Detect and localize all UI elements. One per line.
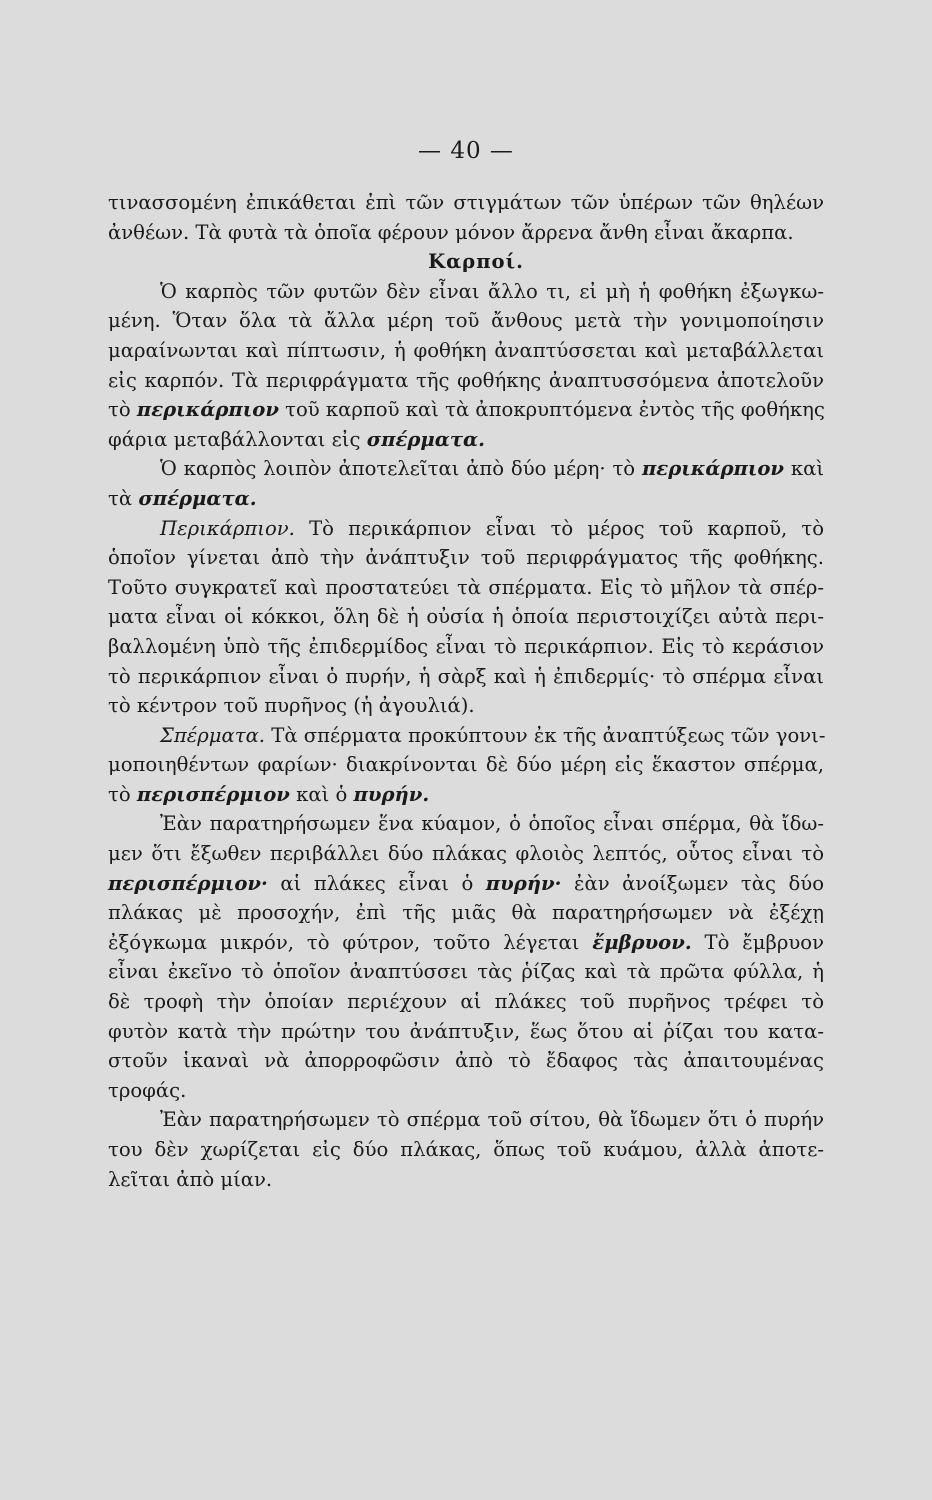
text-line: στοῦν ἱκαναὶ νὰ ἀπορροφῶσιν ἀπὸ τὸ ἔδαφος τὰς ἀπαιτουμένας [108,1049,824,1073]
text-line: ὁποῖον γίνεται ἀπὸ τὴν ἀνάπτυξιν τοῦ περιφράγματος τῆς φοθήκης. [108,546,824,570]
text-line: μένη. Ὅταν ὅλα τὰ ἄλλα μέρη τοῦ ἄνθους μετὰ τὴν γονιμοποίησιν [108,309,824,333]
text-line: τὸ περικάρπιον τοῦ καρποῦ καὶ τὰ ἀποκρυπτόμενα ἐντὸς τῆς φοθήκης [108,398,825,422]
text-line: λεῖται ἀπὸ μίαν. [108,1167,273,1191]
text-line: φυτὸν κατὰ τὴν πρώτην του ἀνάπτυξιν, ἕως ὅτου αἱ ῥίζαι του κατα- [108,1019,824,1043]
term-pericarp: περικάρπιον [641,457,784,481]
page-number: — 40 — [418,138,514,164]
text-line: ἀνθέων. Τὰ φυτὰ τὰ ὁποῖα φέρουν μόνον ἄρρενα ἄνθη εἶναι ἄκαρπα. [108,220,794,244]
text-line: του δὲν χωρίζεται εἰς δύο πλάκας, ὅπως τοῦ κυάμου, ἀλλὰ ἀποτε- [108,1138,824,1161]
term-kernel: πυρήν. [353,782,430,806]
text-line: Ἐὰν παρατηρήσωμεν τὸ σπέρμα τοῦ σίτου, θὰ ἴδωμεν ὅτι ὁ πυρήν [160,1108,824,1132]
text-line: πλάκας μὲ προσοχήν, ἐπὶ τῆς μιᾶς θὰ παρατηρήσωμεν νὰ ἐξέχῃ [108,901,824,925]
text-line: περισπέρμιον· αἱ πλάκες εἶναι ὁ πυρήν· ἐὰν ἀνοίξωμεν τὰς δύο [108,871,824,895]
text-line: μοποιηθέντων φαρίων· διακρίνονται δὲ δύο μέρη εἰς ἕκαστον σπέρμα, [108,753,824,777]
term-seeds: σπέρματα. [366,427,485,451]
term-perisperm: περισπέρμιον [136,782,290,806]
text-line: ἐξόγκωμα μικρόν, τὸ φύτρον, τοῦτο λέγεται ἔμβρυον. Τὸ ἔμβρυον [108,930,824,954]
text-line: μαραίνωνται καὶ πίπτωσιν, ἡ φοθήκη ἀναπτύσσεται καὶ μεταβάλλεται [108,338,824,362]
text-line: Ὁ καρπὸς τῶν φυτῶν δὲν εἶναι ἄλλο τι, εἰ μὴ ἡ φοθήκη ἐξωγκω- [160,279,824,303]
term-perisperm: περισπέρμιον· [108,871,268,895]
text-line: τροφάς. [108,1078,187,1102]
subheading-seeds: Σπέρματα. [160,723,266,747]
text-line: εἶναι ἐκεῖνο τὸ ὁποῖον ἀναπτύσσει τὰς ῥίζας καὶ τὰ πρῶτα φύλλα, ἡ [108,960,824,984]
text-line: Ἐὰν παρατηρήσωμεν ἕνα κύαμον, ὁ ὁποῖος εἶναι σπέρμα, θὰ ἴδω- [160,812,824,836]
text-line: βαλλομένη ὑπὸ τῆς ἐπιδερμίδος εἶναι τὸ περικάρπιον. Εἰς τὸ κεράσιον [108,634,824,658]
text-line: Περικάρπιον. Τὸ περικάρπιον εἶναι τὸ μέρος τοῦ καρποῦ, τὸ [160,516,825,540]
term-pericarp: περικάρπιον [136,398,279,422]
text-line: Σπέρματα. Τὰ σπέρματα προκύπτουν ἐκ τῆς ἀναπτύξεως τῶν γονι- [160,723,826,747]
section-heading: Καρποί. [428,250,524,274]
text-line: εἰς καρπόν. Τὰ περιφράγματα τῆς φοθήκης ἀναπτυσσόμενα ἀποτελοῦν [108,368,824,392]
text-line: τὰ σπέρματα. [108,486,257,510]
text-line: δὲ τροφὴ τὴν ὁποίαν περιέχουν αἱ πλάκες τοῦ πυρῆνος τρέφει τὸ [108,990,824,1014]
text-line: φάρια μεταβάλλονται εἰς σπέρματα. [108,427,485,451]
term-seeds: σπέρματα. [138,486,257,510]
term-embryo: ἔμβρυον. [592,930,692,954]
text-line: τινασσομένη ἐπικάθεται ἐπὶ τῶν στιγμάτων τῶν ὑπέρων τῶν θηλέων [108,191,824,214]
text-line: τὸ περισπέρμιον καὶ ὁ πυρήν. [108,782,430,806]
text-line: μεν ὅτι ἔξωθεν περιβάλλει δύο πλάκας φλοιὸς λεπτός, οὗτος εἶναι τὸ [108,842,824,866]
subheading-pericarp: Περικάρπιον. [160,516,295,540]
text-line: ματα εἶναι οἱ κόκκοι, ὅλη δὲ ἡ οὐσία ἡ ὁποία περιστοιχίζει αὐτὰ περι- [108,605,824,629]
text-line: Τοῦτο συγκρατεῖ καὶ προστατεύει τὰ σπέρματα. Εἰς τὸ μῆλον τὰ σπέρ- [108,575,824,599]
term-kernel: πυρήν· [485,871,562,895]
text-line: τὸ κέντρον τοῦ πυρῆνος (ἡ ἀγουλιά). [108,694,475,718]
text-line: Ὁ καρπὸς λοιπὸν ἀποτελεῖται ἀπὸ δύο μέρη· τὸ περικάρπιον καὶ [160,457,825,481]
page-body [108,188,824,1194]
text-line: τὸ περικάρπιον εἶναι ὁ πυρήν, ἡ σὰρξ καὶ ἡ ἐπιδερμίς· τὸ σπέρμα εἶναι [108,664,824,688]
